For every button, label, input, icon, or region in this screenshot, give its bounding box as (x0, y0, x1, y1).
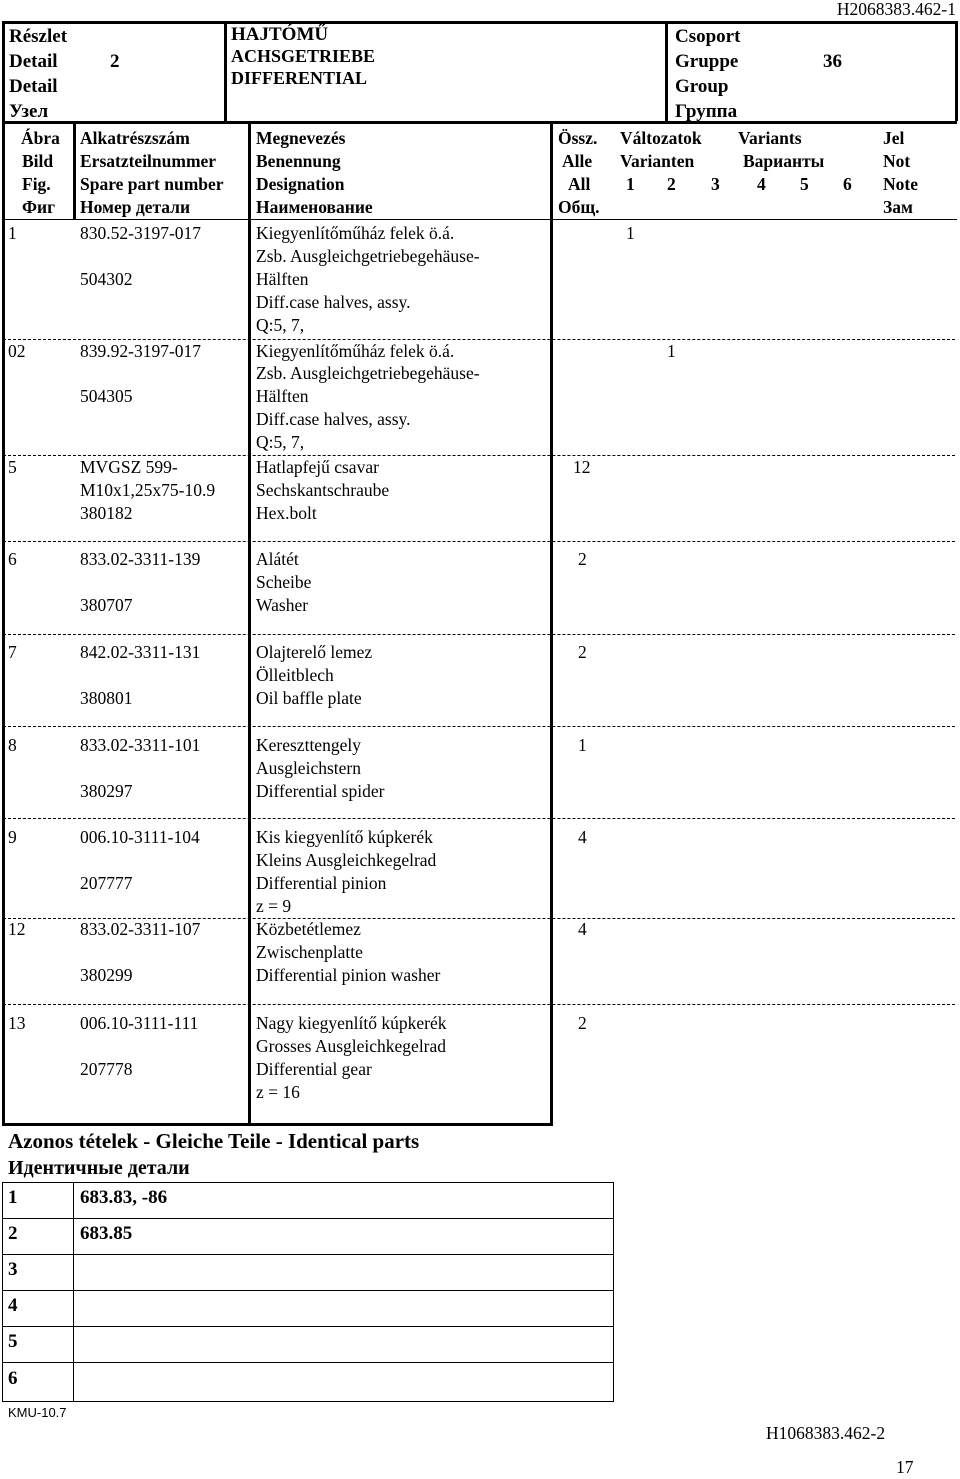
col-divider-fig-part (73, 121, 76, 219)
identical-row-line (2, 1254, 614, 1255)
col-divider-name-qty (550, 121, 553, 1126)
row-part-number: 833.02-3311-107 (80, 919, 201, 939)
frame-colheader-bottom-line (2, 219, 957, 220)
col-qty-en: All (568, 174, 591, 194)
row-part-code: 380801 (80, 688, 133, 708)
row-name-en: Washer (256, 595, 309, 615)
header-divider-2 (665, 21, 668, 121)
row-name-hu: Nagy kiegyenlítő kúpkerék (256, 1013, 447, 1033)
row-fig: 8 (8, 735, 17, 755)
identical-row-number: 1 (8, 1187, 18, 1208)
row-qty: 2 (578, 642, 587, 662)
row-name-de-2: Hälften (256, 386, 309, 406)
row-separator (3, 541, 955, 542)
variant-num-1: 1 (626, 174, 635, 194)
row-part-number: 833.02-3311-139 (80, 549, 201, 569)
row-part-number: 006.10-3111-111 (80, 1013, 199, 1033)
row-name-hu: Hatlapfejű csavar (256, 457, 379, 477)
row-name-hu: Alátét (256, 549, 299, 569)
row-variant-1: 1 (626, 223, 635, 243)
col-qty-ru: Общ. (558, 197, 600, 217)
row-separator (3, 634, 955, 635)
identical-row-number: 3 (8, 1259, 18, 1280)
row-fig: 13 (8, 1013, 26, 1033)
identical-parts-title: Azonos tételek - Gleiche Teile - Identical parts (8, 1129, 420, 1153)
group-label-en: Group (675, 76, 729, 97)
row-name-hu: Kiegyenlítőműház felek ö.á. (256, 341, 455, 361)
header-divider-1 (224, 21, 227, 121)
table-bottom-line (2, 1123, 553, 1126)
row-part-code: 207778 (80, 1059, 133, 1079)
identical-row-line (2, 1362, 614, 1363)
row-part-code: 380297 (80, 781, 133, 801)
identical-row-line (2, 1218, 614, 1219)
assembly-name-en: DIFFERENTIAL (231, 68, 368, 88)
row-qty: 1 (578, 735, 587, 755)
row-name-en: Diff.case halves, assy. (256, 409, 411, 429)
row-name-note: z = 16 (256, 1082, 300, 1102)
row-part-number: 830.52-3197-017 (80, 223, 202, 243)
col-note-ru: Зам (883, 197, 913, 217)
identical-table-divider (73, 1182, 74, 1402)
row-name-en: Differential gear (256, 1059, 372, 1079)
row-part-number: MVGSZ 599- (80, 457, 178, 477)
col-part-ru: Номер детали (80, 197, 191, 217)
row-name-hu: Közbetétlemez (256, 919, 361, 939)
group-value: 36 (823, 51, 842, 72)
row-name-de: Scheibe (256, 572, 312, 592)
doc-code-top: H2068383.462-1 (836, 0, 956, 19)
row-qty: 4 (578, 827, 587, 847)
col-variants-ru: Варианты (743, 151, 825, 171)
variant-num-6: 6 (843, 174, 852, 194)
row-part-number: 006.10-3111-104 (80, 827, 200, 847)
row-name-note: Q:5, 7, (256, 432, 305, 452)
row-name-de: Sechskantschraube (256, 480, 390, 500)
col-name-de: Benennung (256, 151, 341, 171)
row-separator (3, 818, 955, 819)
row-part-code: 380299 (80, 965, 133, 985)
row-name-en: Differential pinion (256, 873, 387, 893)
identical-row-number: 2 (8, 1223, 18, 1244)
row-part-code: 504302 (80, 269, 133, 289)
identical-table-right (613, 1182, 614, 1402)
page-number: 17 (896, 1457, 914, 1477)
row-part-number-2: M10x1,25x75-10.9 (80, 480, 216, 500)
col-note-de: Not (883, 151, 911, 171)
col-variants-hu: Változatok (620, 128, 702, 148)
detail-label-en: Detail (9, 76, 58, 97)
identical-parts-title-ru: Идентичные детали (8, 1157, 190, 1179)
identical-row-number: 5 (8, 1331, 18, 1352)
row-name-en: Diff.case halves, assy. (256, 292, 411, 312)
frame-top-line (2, 21, 957, 24)
group-label-de: Gruppe (675, 51, 739, 72)
row-fig: 6 (8, 549, 17, 569)
col-fig-en: Fig. (22, 174, 51, 194)
frame-left-line (2, 21, 5, 1126)
row-qty: 2 (578, 549, 587, 569)
row-fig: 02 (8, 341, 26, 361)
row-name-note: Q:5, 7, (256, 315, 305, 335)
identical-row-line (2, 1290, 614, 1291)
row-name-de: Ölleitblech (256, 665, 334, 685)
row-part-number: 839.92-3197-017 (80, 341, 202, 361)
row-qty: 12 (573, 457, 591, 477)
row-separator (3, 1004, 955, 1005)
identical-row-number: 6 (8, 1368, 18, 1389)
col-qty-de: Alle (562, 151, 593, 171)
row-name-hu: Olajterelő lemez (256, 642, 373, 662)
col-fig-ru: Фиг (22, 197, 56, 217)
group-label-hu: Csoport (675, 26, 741, 47)
row-name-de-2: Hälften (256, 269, 309, 289)
col-name-en: Designation (256, 174, 345, 194)
group-label-ru: Группа (675, 101, 738, 122)
col-note-hu: Jel (883, 128, 905, 148)
identical-table-top (2, 1182, 614, 1183)
variant-num-3: 3 (711, 174, 720, 194)
detail-value: 2 (110, 51, 120, 72)
row-part-code: 504305 (80, 386, 133, 406)
row-qty: 4 (578, 919, 587, 939)
row-name-note: z = 9 (256, 896, 292, 916)
identical-row-value: 683.85 (80, 1223, 133, 1244)
identical-row-line (2, 1326, 614, 1327)
variant-num-5: 5 (800, 174, 809, 194)
col-part-en: Spare part number (80, 174, 224, 194)
col-fig-de: Bild (22, 151, 54, 171)
row-fig: 7 (8, 642, 17, 662)
row-name-hu: Kiegyenlítőműház felek ö.á. (256, 223, 455, 243)
row-part-code: 207777 (80, 873, 133, 893)
detail-label-de: Detail (9, 51, 58, 72)
row-name-hu: Kis kiegyenlítő kúpkerék (256, 827, 433, 847)
identical-table-left (2, 1182, 3, 1402)
row-name-en: Hex.bolt (256, 503, 317, 523)
col-part-hu: Alkatrészszám (80, 128, 190, 148)
row-name-de: Zsb. Ausgleichgetriebegehäuse- (256, 246, 480, 266)
col-name-ru: Наименование (256, 197, 373, 217)
row-name-de: Zsb. Ausgleichgetriebegehäuse- (256, 363, 480, 383)
footer-code: KMU-10.7 (8, 1405, 67, 1420)
detail-label-ru: Узел (9, 101, 49, 122)
col-note-en: Note (883, 174, 918, 194)
col-variants-de: Varianten (620, 151, 695, 171)
frame-right-line (955, 21, 958, 121)
row-qty: 2 (578, 1013, 587, 1033)
identical-row-number: 4 (8, 1295, 18, 1316)
row-part-code: 380182 (80, 503, 133, 523)
row-part-code: 380707 (80, 595, 133, 615)
row-name-en: Oil baffle plate (256, 688, 362, 708)
row-variant-2: 1 (667, 341, 676, 361)
row-part-number: 842.02-3311-131 (80, 642, 201, 662)
col-fig-hu: Ábra (21, 128, 60, 148)
assembly-name-de: ACHSGETRIEBE (231, 46, 376, 66)
col-qty-hu: Össz. (558, 128, 598, 148)
col-variants-en: Variants (738, 128, 802, 148)
frame-header-bottom-line (2, 121, 957, 124)
row-fig: 5 (8, 457, 17, 477)
row-name-de: Grosses Ausgleichkegelrad (256, 1036, 447, 1056)
row-fig: 9 (8, 827, 17, 847)
row-fig: 1 (8, 223, 17, 243)
col-divider-part-name (248, 121, 251, 1126)
row-name-en: Differential spider (256, 781, 385, 801)
row-name-en: Differential pinion washer (256, 965, 441, 985)
identical-table-bottom (2, 1401, 614, 1402)
col-part-de: Ersatzteilnummer (80, 151, 217, 171)
variant-num-4: 4 (757, 174, 766, 194)
row-name-de: Zwischenplatte (256, 942, 363, 962)
row-separator (3, 726, 955, 727)
row-name-hu: Kereszttengely (256, 735, 361, 755)
col-name-hu: Megnevezés (256, 128, 346, 148)
row-name-de: Kleins Ausgleichkegelrad (256, 850, 437, 870)
variant-num-2: 2 (667, 174, 676, 194)
row-name-de: Ausgleichstern (256, 758, 361, 778)
row-fig: 12 (8, 919, 26, 939)
detail-label-hu: Részlet (9, 26, 68, 47)
assembly-name-hu: HAJTÓMŰ (231, 24, 329, 45)
identical-row-value: 683.83, -86 (80, 1187, 168, 1208)
doc-code-bottom: H1068383.462-2 (766, 1423, 886, 1443)
row-part-number: 833.02-3311-101 (80, 735, 201, 755)
